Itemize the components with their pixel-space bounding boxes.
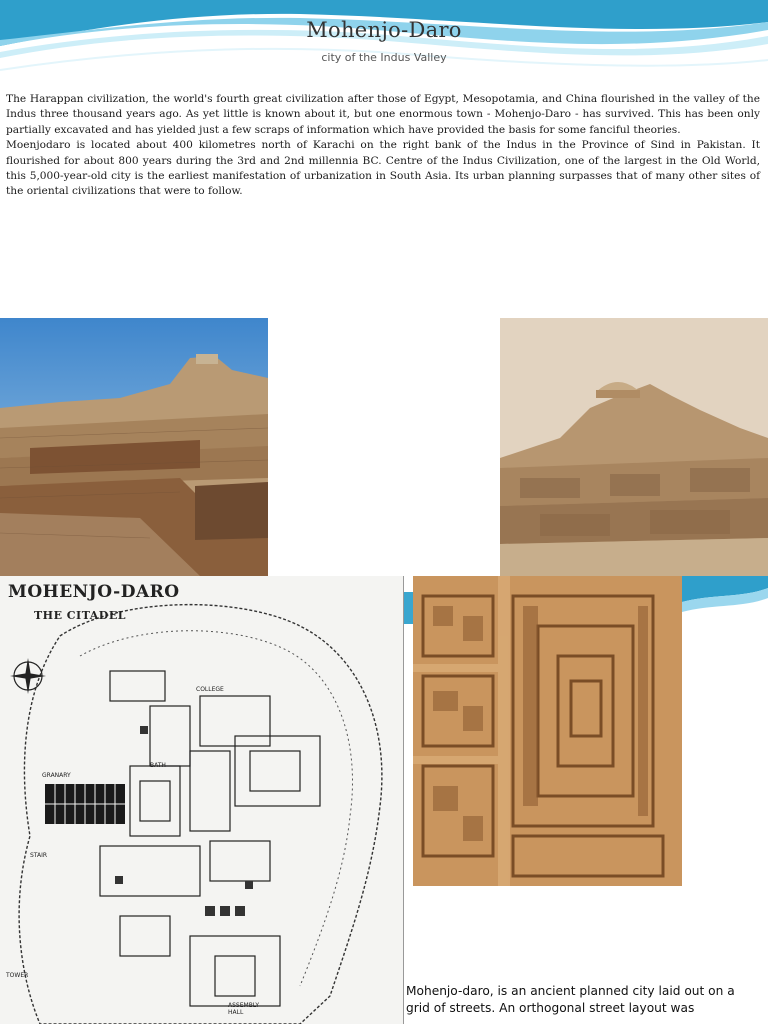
intro-text [6, 92, 760, 200]
caption-text: Mohenjo-daro, is an ancient planned city laid out on a grid of streets. An orthogonal street layout was [406, 984, 735, 1015]
page-subtitle: city of the Indus Valley [321, 51, 447, 64]
ruins-photo-left [0, 318, 268, 576]
map-label-stair: STAIR [30, 852, 48, 859]
intro-paragraph-1: The Harappan civilization, the world's fourth great civilization after those of Egypt, Mesopotamia, and China flourished in the valley of the Indus three thousand years ago. As yet little is known about it, but one enormous town - Mohenjo-Daro - has survived. This has been only partially excavated and has yielded just a few scraps of information which have provided the basis for some fanciful theories. [6, 93, 760, 136]
citadel-map [0, 576, 404, 1024]
map-label-assembly-hall: ASSEMBLY HALL [228, 1002, 260, 1016]
map-label-bath: BATH [150, 762, 166, 769]
map-subtitle: THE CITADEL [34, 609, 126, 622]
map-title: MOHENJO-DARO [8, 582, 180, 602]
map-label-college: COLLEGE [196, 686, 224, 693]
stupa-photo-right [500, 318, 768, 576]
intro-paragraph-2: Moenjodaro is located about 400 kilometres north of Karachi on the right bank of the Indus in the Province of Sind in Pakistan. It flourished for about 800 years during the 3rd and 2nd millennia BC. Centre of the Indus Civilization, one of the largest in the Old World, this 5,000-year-old city is the earliest manifestation of urbanization in South Asia. Its urban planning surpasses that of many other sites of the oriental civilizations that were to follow. [6, 139, 760, 198]
aerial-ruins-photo [413, 576, 682, 886]
banner-fragment [682, 576, 768, 626]
map-label-granary: GRANARY [42, 772, 71, 779]
map-label-tower: TOWER [6, 972, 29, 979]
page-title: Mohenjo-Daro [306, 18, 462, 42]
